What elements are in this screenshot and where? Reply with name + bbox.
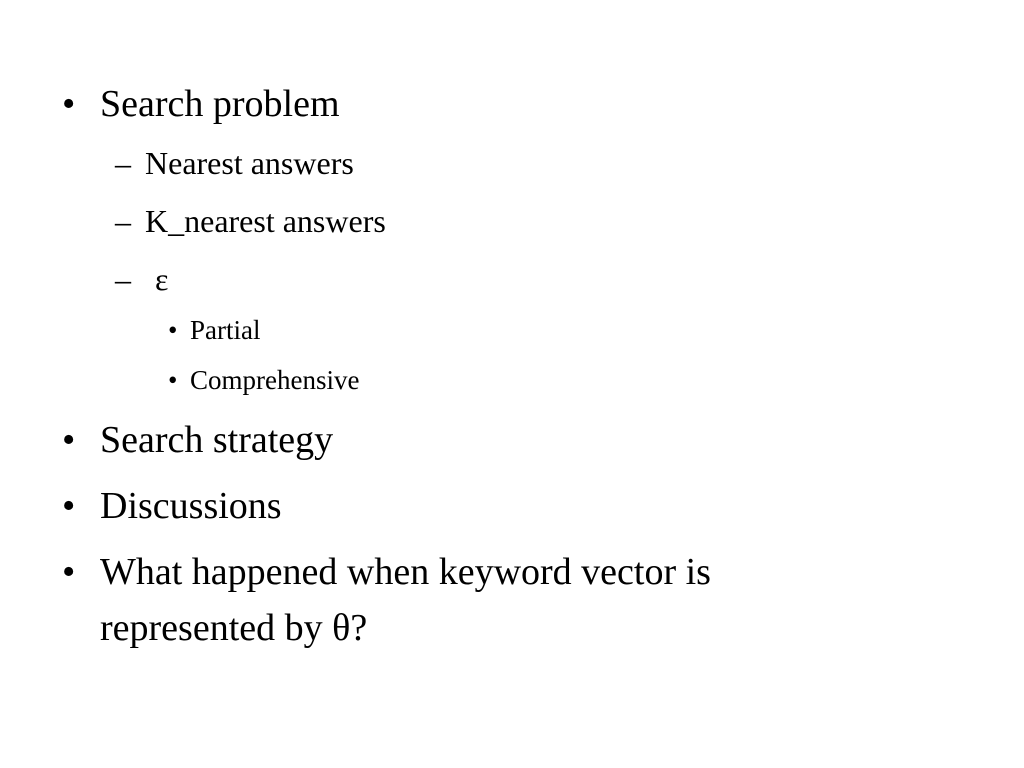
subitem-epsilon: ε (155, 261, 169, 297)
bullet-marker: • (62, 83, 76, 125)
subitem-nearest-answers: Nearest answers (145, 145, 354, 181)
bullet-marker: • (62, 551, 76, 593)
bullet-search-problem: Search problem (100, 83, 340, 125)
bullet-marker: • (62, 485, 76, 527)
dash-marker: – (115, 203, 131, 239)
bullet-question-line2: represented by θ? (100, 607, 368, 649)
subitem-comprehensive: Comprehensive (190, 365, 360, 395)
bullet-search-strategy: Search strategy (100, 419, 334, 461)
bullet-discussions: Discussions (100, 485, 282, 527)
bullet-marker: • (62, 419, 76, 461)
bullet-question-line1: What happened when keyword vector is (100, 551, 711, 593)
dash-marker: – (115, 261, 131, 297)
subitem-k-nearest-answers: K_nearest answers (145, 203, 386, 239)
subitem-partial: Partial (190, 315, 261, 345)
bullet-marker: • (168, 315, 178, 345)
dash-marker: – (115, 145, 131, 181)
bullet-marker: • (168, 365, 178, 395)
